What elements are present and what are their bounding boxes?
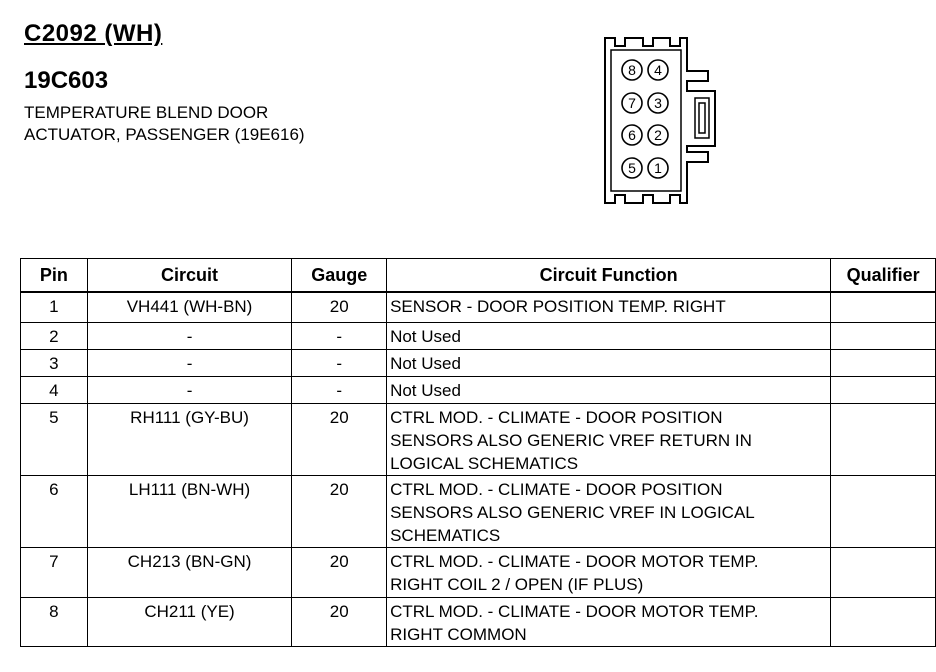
gauge-cell: 20: [292, 598, 387, 647]
connector-pin-label: 2: [654, 127, 662, 143]
description-line-2: ACTUATOR, PASSENGER (19E616): [24, 125, 305, 144]
connector-pin-label: 3: [654, 95, 662, 111]
table-row: [21, 323, 936, 350]
pin-cell: 1: [21, 292, 88, 323]
connector-pin-label: 7: [628, 95, 636, 111]
circuit-cell: -: [87, 350, 292, 377]
connector-pin-label: 6: [628, 127, 636, 143]
pin-table: [20, 258, 936, 647]
circuit-cell: LH111 (BN-WH): [87, 476, 292, 548]
table-header-row: [21, 259, 936, 293]
pin-cell: 3: [21, 350, 88, 377]
circuit-cell: VH441 (WH-BN): [87, 292, 292, 323]
table-row: [21, 350, 936, 377]
gauge-cell: -: [292, 350, 387, 377]
connector-face-diagram: [595, 28, 745, 213]
pin-cell: 4: [21, 377, 88, 404]
table-row: [21, 548, 936, 598]
pin-cell: 5: [21, 404, 88, 476]
connector-latch: [695, 98, 709, 138]
function-cell: CTRL MOD. - CLIMATE - DOOR MOTOR TEMP. RIGHT COIL 2 / OPEN (IF PLUS): [387, 548, 831, 598]
qualifier-cell: [831, 350, 936, 377]
function-cell: Not Used: [387, 350, 831, 377]
circuit-cell: -: [87, 377, 292, 404]
circuit-cell: -: [87, 323, 292, 350]
qualifier-cell: [831, 292, 936, 323]
connector-pin-label: 4: [654, 62, 662, 78]
gauge-cell: 20: [292, 404, 387, 476]
function-cell: CTRL MOD. - CLIMATE - DOOR POSITION SENSORS ALSO GENERIC VREF RETURN IN LOGICAL SCHEMATICS: [387, 404, 831, 476]
part-number: 19C603: [24, 67, 109, 94]
qualifier-cell: [831, 323, 936, 350]
pin-cell: 8: [21, 598, 88, 647]
connector-pin-label: 8: [628, 62, 636, 78]
qualifier-cell: [831, 377, 936, 404]
gauge-cell: -: [292, 377, 387, 404]
table-row: [21, 404, 936, 476]
circuit-cell: RH111 (GY-BU): [87, 404, 292, 476]
col-header-gauge: Gauge: [292, 259, 387, 293]
connector-pin-label: 5: [628, 160, 636, 176]
connector-id: C2092 (WH): [24, 20, 163, 47]
qualifier-cell: [831, 476, 936, 548]
gauge-cell: -: [292, 323, 387, 350]
table-row: [21, 377, 936, 404]
qualifier-cell: [831, 404, 936, 476]
pin-cell: 2: [21, 323, 88, 350]
connector-pin-label: 1: [654, 160, 662, 176]
qualifier-cell: [831, 598, 936, 647]
circuit-cell: CH213 (BN-GN): [87, 548, 292, 598]
function-cell: CTRL MOD. - CLIMATE - DOOR POSITION SENSORS ALSO GENERIC VREF IN LOGICAL SCHEMATICS: [387, 476, 831, 548]
gauge-cell: 20: [292, 476, 387, 548]
col-header-function: Circuit Function: [387, 259, 831, 293]
pin-cell: 6: [21, 476, 88, 548]
function-cell: SENSOR - DOOR POSITION TEMP. RIGHT: [387, 292, 831, 323]
function-cell: Not Used: [387, 323, 831, 350]
col-header-qualifier: Qualifier: [831, 259, 936, 293]
function-cell: CTRL MOD. - CLIMATE - DOOR MOTOR TEMP. RIGHT COMMON: [387, 598, 831, 647]
connector-description: [24, 102, 305, 146]
gauge-cell: 20: [292, 292, 387, 323]
qualifier-cell: [831, 548, 936, 598]
description-line-1: TEMPERATURE BLEND DOOR: [24, 103, 269, 122]
pin-cell: 7: [21, 548, 88, 598]
table-row: [21, 476, 936, 548]
circuit-cell: CH211 (YE): [87, 598, 292, 647]
col-header-circuit: Circuit: [87, 259, 292, 293]
table-row: [21, 292, 936, 323]
gauge-cell: 20: [292, 548, 387, 598]
function-cell: Not Used: [387, 377, 831, 404]
table-row: [21, 598, 936, 647]
col-header-pin: Pin: [21, 259, 88, 293]
